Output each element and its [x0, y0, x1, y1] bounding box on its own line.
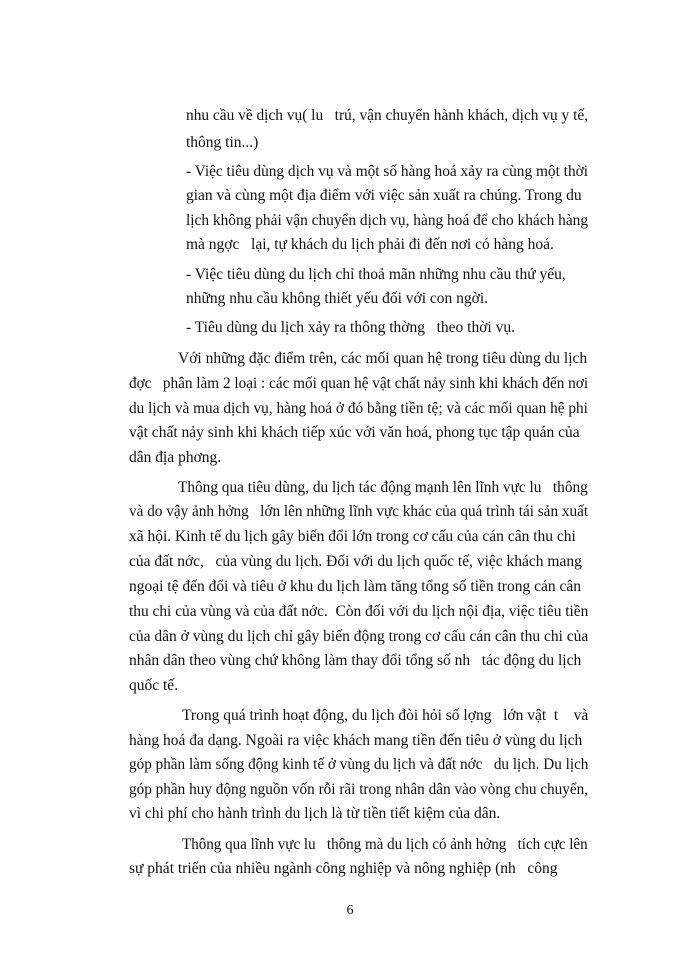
text-line: thông tin...) [186, 134, 259, 151]
text-line: lịch không phải vận chuyển dịch vụ, hàng hoá để cho khách hàng [186, 212, 589, 229]
text-line: nhân dân theo vùng chứ không làm thay đổi tổng số nh tác động du lịch [129, 652, 582, 669]
text-line: Thông qua lĩnh vực lu thông mà du lịch có ảnh hởng tích cực lên [182, 836, 588, 853]
text-line: sự phát triển của nhiều ngành công nghiệp và nông nghiệp (nh công [129, 860, 558, 877]
text-line: ngoại tệ đến đổi và tiêu ở khu du lịch làm tăng tổng số tiền trong cán cân [129, 578, 581, 595]
text-line: xã hội. Kinh tế du lịch gây biến đổi lớn trong cơ cấu của cán cân thu chi [129, 528, 576, 545]
text-line: Trong quá trình hoạt động, du lịch đòi hỏi số lợng lớn vật t và [182, 707, 589, 724]
text-line: đợc phân làm 2 loại : các mối quan hệ vật chất nảy sinh khi khách đến nơi [129, 375, 589, 392]
page-number: 6 [346, 903, 354, 918]
text-line: mà ngợc lại, tự khách du lịch phải đi đến nơi có hàng hoá. [186, 236, 554, 253]
text-line: - Việc tiêu dùng dịch vụ và một số hàng hoá xảy ra cùng một thời [186, 163, 589, 180]
text-line: gian và cùng một địa điểm với việc sản xuất ra chúng. Trong du [186, 187, 582, 204]
text-line: của dân ở vùng du lịch chỉ gây biến động trong cơ cấu cán cân thu chi của [129, 628, 589, 645]
text-line: Với những đặc điểm trên, các mối quan hệ trong tiêu dùng du lịch [178, 350, 588, 367]
text-line: góp phần huy động nguồn vốn rỗi rãi trong nhân dân vào vòng chu chuyển, [129, 781, 589, 798]
text-line: dân địa phơng. [129, 449, 222, 466]
text-line: Thông qua tiêu dùng, du lịch tác động mạnh lên lĩnh vực lu thông [178, 479, 588, 496]
text-line: quốc tế. [129, 677, 179, 694]
text-line: nhu cầu về dịch vụ( lu trú, vận chuyển hành khách, dịch vụ y tế, [186, 107, 589, 124]
text-line: của đất nớc, của vùng du lịch. Đối với du lịch quốc tế, việc khách mang [129, 553, 582, 570]
text-line: vì chi phí cho hành trình du lịch là từ tiền tiết kiệm của dân. [129, 805, 501, 822]
text-line: góp phần làm sống động kinh tế ở vùng du lịch và đất nớc du lịch. Du lịch [129, 756, 589, 773]
text-line: - Việc tiêu dùng du lịch chỉ thoả mãn những nhu cầu thứ yếu, [186, 266, 566, 283]
text-line: thu chi của vùng và của đất nớc. Còn đối với du lịch nội địa, việc tiêu tiền [129, 603, 589, 620]
text-line: - Tiêu dùng du lịch xảy ra thông thờng theo thời vụ. [186, 319, 515, 336]
text-line: những nhu cầu không thiết yếu đối với con ngời. [186, 290, 489, 307]
text-line: vật chất nảy sinh khi khách tiếp xúc với văn hoá, phong tục tập quán của [129, 424, 580, 441]
text-line: hàng hoá đa dạng. Ngoài ra việc khách mang tiền đến tiêu ở vùng du lịch [129, 732, 583, 749]
text-line: du lịch và mua dịch vụ, hàng hoá ở đó bằng tiền tệ; và các mối quan hệ phi [129, 400, 588, 417]
text-line: và do vậy ảnh hởng lớn lên những lĩnh vực khác của quá trình tái sản xuất [129, 503, 589, 520]
